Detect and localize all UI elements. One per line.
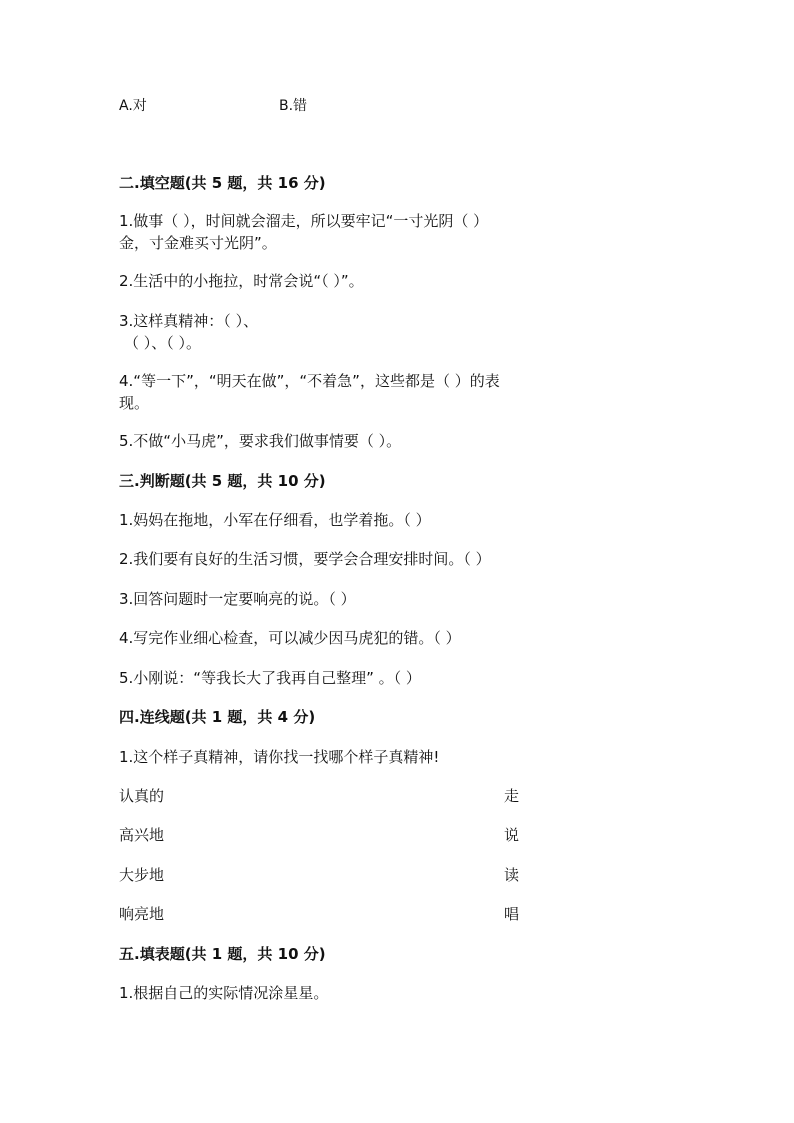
option-b: B.错 bbox=[279, 98, 308, 114]
fill-q3-line1: 3.这样真精神：（ ）、 bbox=[119, 312, 259, 330]
fill-q4-line1: 4.“等一下”，“明天在做”，“不着急”，这些都是（ ）的表 bbox=[119, 372, 500, 390]
section-2-title: 二.填空题(共 5 题，共 16 分) bbox=[119, 174, 326, 192]
match-left-item: 认真的 bbox=[119, 787, 165, 805]
match-right-item: 说 bbox=[504, 826, 520, 844]
option-a: A.对 bbox=[119, 98, 147, 114]
fill-q1-line1: 1.做事（ ），时间就会溜走，所以要牢记“一寸光阴（ ） bbox=[119, 212, 489, 230]
table-q1: 1.根据自己的实际情况涂星星。 bbox=[119, 984, 329, 1002]
judge-q5: 5.小刚说：“等我长大了我再自己整理” 。（ ） bbox=[119, 669, 421, 687]
judge-q4: 4.写完作业细心检查，可以减少因马虎犯的错。（ ） bbox=[119, 629, 461, 647]
match-left-item: 响亮地 bbox=[119, 905, 165, 923]
fill-q5: 5.不做“小马虎”，要求我们做事情要（ ）。 bbox=[119, 432, 402, 450]
match-left-item: 高兴地 bbox=[119, 826, 165, 844]
judge-q2: 2.我们要有良好的生活习惯，要学会合理安排时间。（ ） bbox=[119, 550, 491, 568]
match-left-item: 大步地 bbox=[119, 866, 165, 884]
match-right-item: 走 bbox=[504, 787, 520, 805]
match-right-item: 唱 bbox=[504, 905, 520, 923]
fill-q1-line2: 金，寸金难买寸光阴”。 bbox=[119, 234, 277, 252]
section-5-title: 五.填表题(共 1 题，共 10 分) bbox=[119, 945, 326, 963]
judge-q3: 3.回答问题时一定要响亮的说。（ ） bbox=[119, 590, 356, 608]
fill-q2: 2.生活中的小拖拉，时常会说“（ ）”。 bbox=[119, 272, 364, 290]
fill-q4-line2: 现。 bbox=[119, 394, 150, 412]
fill-q3-line2: （ ）、（ ）。 bbox=[124, 334, 202, 352]
match-q1: 1.这个样子真精神，请你找一找哪个样子真精神! bbox=[119, 748, 440, 766]
match-right-item: 读 bbox=[504, 866, 520, 884]
judge-q1: 1.妈妈在拖地，小军在仔细看，也学着拖。（ ） bbox=[119, 511, 431, 529]
section-4-title: 四.连线题(共 1 题，共 4 分) bbox=[119, 708, 316, 726]
section-3-title: 三.判断题(共 5 题，共 10 分) bbox=[119, 472, 326, 490]
